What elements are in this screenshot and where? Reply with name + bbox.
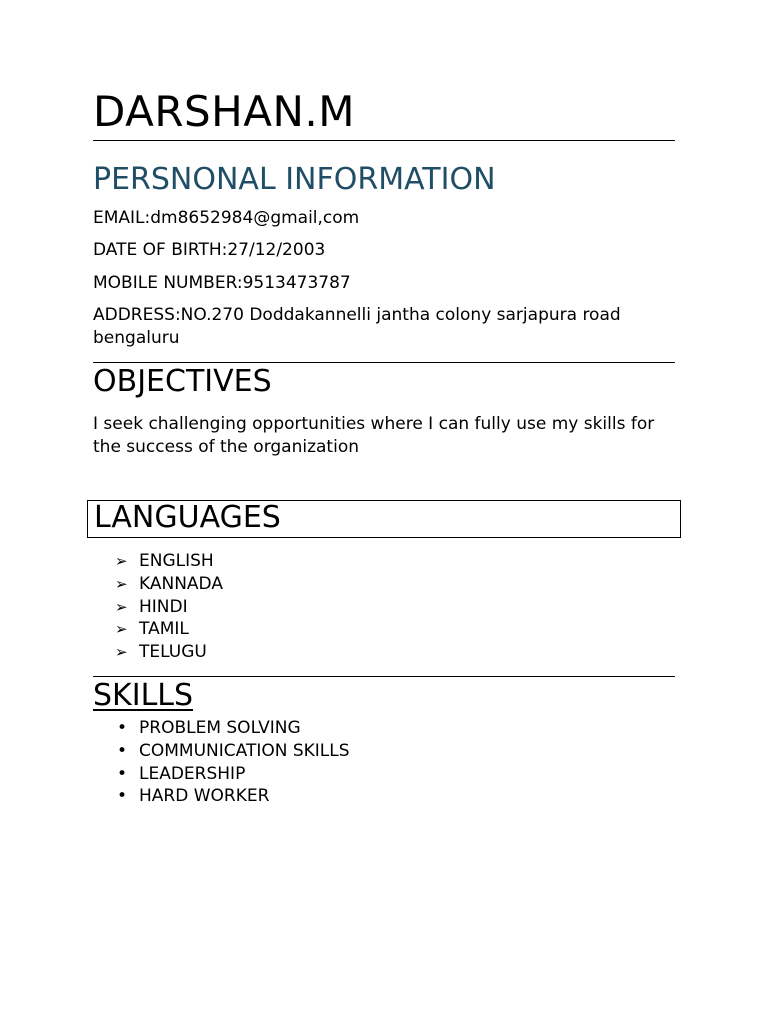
address-line: ADDRESS:NO.270 Doddakannelli jantha colony sarjapura road bengaluru [93, 305, 621, 348]
arrow-bullet-icon: ➢ [115, 620, 128, 639]
mobile-line: MOBILE NUMBER:9513473787 [93, 273, 351, 293]
arrow-bullet-icon: ➢ [115, 643, 128, 662]
candidate-name: DARSHAN.M [93, 87, 355, 136]
skill-label: LEADERSHIP [139, 763, 246, 784]
dob-line: DATE OF BIRTH:27/12/2003 [93, 240, 326, 260]
bullet-dot-icon: • [117, 740, 128, 761]
arrow-bullet-icon: ➢ [115, 552, 128, 570]
language-label: HINDI [139, 596, 188, 617]
arrow-bullet-icon: ➢ [115, 574, 128, 593]
language-item [115, 618, 223, 641]
bullet-dot-icon: • [117, 718, 128, 738]
language-label: KANNADA [139, 573, 223, 594]
skill-item [115, 763, 350, 786]
skill-item [115, 740, 350, 763]
languages-heading-box [87, 500, 681, 538]
language-item [115, 596, 223, 619]
language-label: TELUGU [139, 642, 207, 663]
language-label: TAMIL [139, 619, 189, 640]
arrow-bullet-icon: ➢ [115, 597, 128, 616]
objectives-text: I seek challenging opportunities where I can fully use my skills for the success of the organization [93, 414, 655, 457]
skill-label: HARD WORKER [139, 786, 270, 807]
languages-list [115, 550, 223, 664]
skills-list [115, 717, 350, 808]
personal-info-heading: PERSNONAL INFORMATION [93, 162, 496, 197]
objectives-heading: OBJECTIVES [93, 364, 272, 399]
skill-item [115, 785, 350, 808]
skill-label: PROBLEM SOLVING [139, 718, 301, 738]
bullet-dot-icon: • [117, 786, 128, 807]
language-item [115, 550, 223, 573]
bullet-dot-icon: • [117, 763, 128, 784]
skill-item [115, 717, 350, 740]
skills-heading: SKILLS [93, 678, 194, 713]
name-divider [93, 140, 675, 141]
language-label: ENGLISH [139, 551, 214, 571]
email-line: EMAIL:dm8652984@gmail,com [93, 208, 360, 228]
language-item [115, 641, 223, 664]
languages-heading: LANGUAGES [94, 500, 281, 535]
skill-label: COMMUNICATION SKILLS [139, 740, 350, 761]
language-item [115, 573, 223, 596]
